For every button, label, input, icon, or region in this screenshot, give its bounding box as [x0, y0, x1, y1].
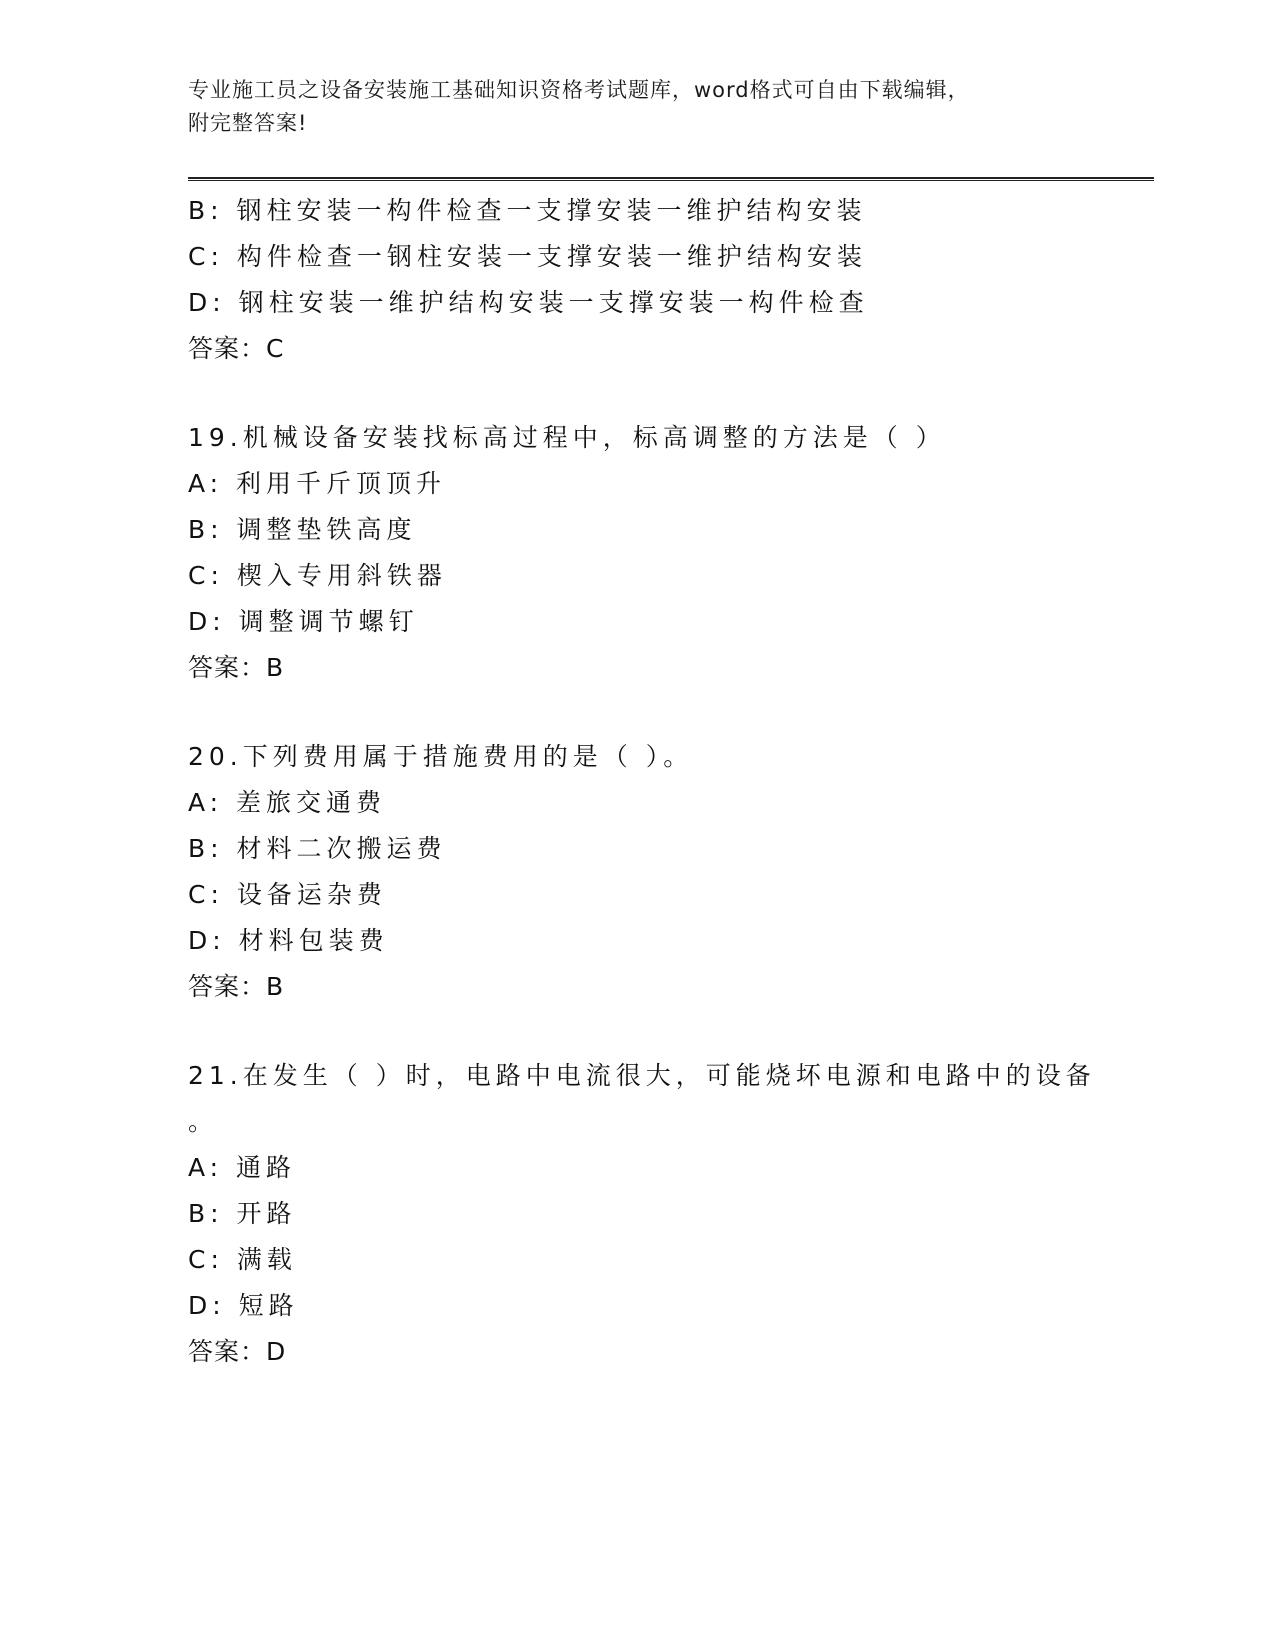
spacer [188, 1010, 1154, 1053]
option-c: C: 满载 [188, 1245, 297, 1274]
answer-line: 答案：D [188, 1337, 287, 1366]
option-a: A: 利用千斤顶顶升 [188, 469, 447, 498]
option-b: B: 开路 [188, 1199, 297, 1228]
answer-line: 答案：B [188, 653, 285, 682]
header-line-1: 专业施工员之设备安装施工基础知识资格考试题库，word格式可自由下载编辑， [188, 78, 970, 102]
option-d: D: 调整调节螺钉 [188, 607, 419, 636]
question-block-20 [188, 734, 1154, 1010]
spacer [188, 372, 1154, 415]
answer-line: 答案：B [188, 972, 285, 1001]
document-body [188, 188, 1154, 1375]
option-a: A: 通路 [188, 1153, 297, 1182]
question-block-19 [188, 415, 1154, 691]
option-c: C: 设备运杂费 [188, 880, 387, 909]
option-d: D: 材料包装费 [188, 926, 389, 955]
option-b: B: 调整垫铁高度 [188, 515, 417, 544]
option-a: A: 差旅交通费 [188, 788, 387, 817]
document-header [188, 74, 1088, 140]
header-divider [188, 177, 1154, 181]
option-b: B: 材料二次搬运费 [188, 834, 447, 863]
header-line-2: 附完整答案! [188, 111, 308, 135]
option-d: D: 短路 [188, 1291, 299, 1320]
question-block-21 [188, 1053, 1154, 1375]
option-c: C: 构件检查一钢柱安装一支撑安装一维护结构安装 [188, 242, 867, 271]
answer-line: 答案：C [188, 334, 285, 363]
question-text: 21.在发生（ ）时，电路中电流很大，可能烧坏电源和电路中的设备 [188, 1061, 1096, 1090]
question-block-18 [188, 188, 1154, 372]
option-c: C: 楔入专用斜铁器 [188, 561, 447, 590]
question-text: 20.下列费用属于措施费用的是（ ）。 [188, 742, 694, 771]
question-text: 19.机械设备安装找标高过程中，标高调整的方法是（ ） [188, 423, 946, 452]
option-b: B: 钢柱安装一构件检查一支撑安装一维护结构安装 [188, 196, 867, 225]
spacer [188, 691, 1154, 734]
option-d: D: 钢柱安装一维护结构安装一支撑安装一构件检查 [188, 288, 869, 317]
question-text-continuation: 。 [188, 1107, 219, 1136]
